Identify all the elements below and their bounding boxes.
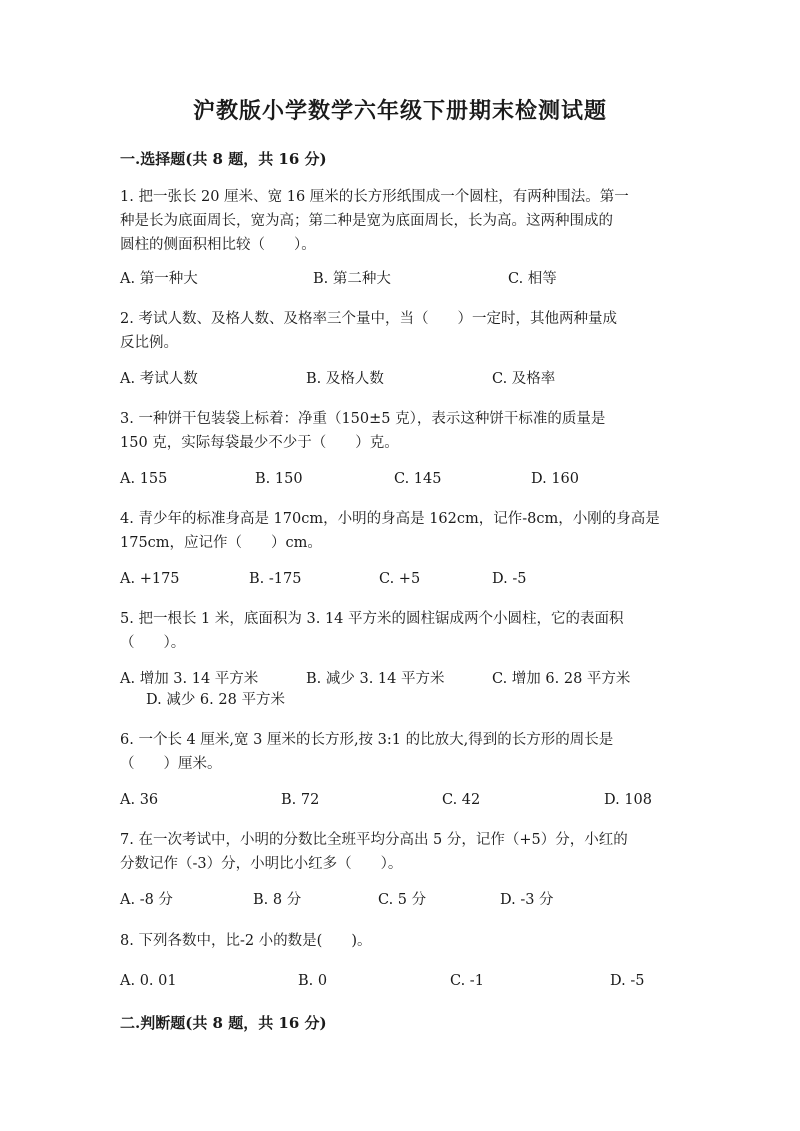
option-b[interactable]: B. 150 <box>255 471 303 487</box>
option-d[interactable]: D. -5 <box>492 571 527 587</box>
question-5-options-row-2 <box>120 688 680 712</box>
question-line: 6. 一个长 4 厘米,宽 3 厘米的长方形,按 3:1 的比放大,得到的长方形的周长是 <box>120 732 614 748</box>
question-line: 4. 青少年的标准身高是 170cm，小明的身高是 162cm，记作-8cm，小刚的身高是 <box>120 511 660 527</box>
option-c[interactable]: C. 相等 <box>508 271 557 287</box>
option-a[interactable]: A. +175 <box>120 571 180 587</box>
question-line: 圆柱的侧面积相比较（ ）。 <box>120 237 316 253</box>
question-5 <box>120 607 685 655</box>
question-line: （ ）。 <box>120 635 186 651</box>
option-d[interactable]: D. 减少 6. 28 平方米 <box>146 692 285 708</box>
option-c[interactable]: C. 145 <box>394 471 442 487</box>
option-a[interactable]: A. 第一种大 <box>120 271 198 287</box>
question-line: 7. 在一次考试中，小明的分数比全班平均分高出 5 分，记作（+5）分，小红的 <box>120 832 628 848</box>
question-line: （ ）厘米。 <box>120 756 222 772</box>
option-b[interactable]: B. 减少 3. 14 平方米 <box>306 671 445 687</box>
question-3 <box>120 407 685 455</box>
option-b[interactable]: B. -175 <box>249 571 302 587</box>
option-d[interactable]: D. -5 <box>610 973 645 989</box>
question-line: 种是长为底面周长，宽为高；第二种是宽为底面周长，长为高。这两种围成的 <box>120 213 613 229</box>
question-line: 反比例。 <box>120 335 178 351</box>
question-7-options <box>120 888 680 912</box>
question-line: 3. 一种饼干包装袋上标着：净重（150±5 克），表示这种饼干标准的质量是 <box>120 411 606 427</box>
section-heading-multiple-choice: 一.选择题(共 8 题，共 16 分) <box>120 150 327 168</box>
question-8 <box>120 929 685 953</box>
question-2 <box>120 307 685 355</box>
option-b[interactable]: B. 及格人数 <box>306 371 384 387</box>
question-line: 150 克，实际每袋最少不少于（ ）克。 <box>120 435 399 451</box>
option-b[interactable]: B. 72 <box>281 792 320 808</box>
question-line: 5. 把一根长 1 米，底面积为 3. 14 平方米的圆柱锯成两个小圆柱，它的表面积 <box>120 611 624 627</box>
question-line: 1. 把一张长 20 厘米、宽 16 厘米的长方形纸围成一个圆柱，有两种围法。第一 <box>120 189 629 205</box>
option-c[interactable]: C. +5 <box>379 571 421 587</box>
question-line: 分数记作（-3）分，小明比小红多（ ）。 <box>120 856 403 872</box>
option-b[interactable]: B. 第二种大 <box>313 271 391 287</box>
page-title: 沪教版小学数学六年级下册期末检测试题 <box>192 98 607 124</box>
option-c[interactable]: C. 42 <box>442 792 481 808</box>
question-1 <box>120 185 685 257</box>
question-3-options <box>120 467 680 491</box>
option-a[interactable]: A. 0. 01 <box>120 973 177 989</box>
option-d[interactable]: D. 160 <box>531 471 580 487</box>
section-heading-true-false: 二.判断题(共 8 题，共 16 分) <box>120 1014 327 1032</box>
question-line: 175cm，应记作（ ）cm。 <box>120 535 322 551</box>
option-b[interactable]: B. 0 <box>298 973 328 989</box>
option-a[interactable]: A. 36 <box>120 792 159 808</box>
question-2-options <box>120 367 680 391</box>
option-c[interactable]: C. 增加 6. 28 平方米 <box>492 671 631 687</box>
option-a[interactable]: A. 155 <box>120 471 168 487</box>
question-line: 2. 考试人数、及格人数、及格率三个量中，当（ ）一定时，其他两种量成 <box>120 311 617 327</box>
option-c[interactable]: C. 及格率 <box>492 371 556 387</box>
question-7 <box>120 828 685 876</box>
option-a[interactable]: A. 考试人数 <box>120 371 198 387</box>
question-line: 8. 下列各数中，比-2 小的数是( )。 <box>120 933 372 949</box>
option-a[interactable]: A. -8 分 <box>120 892 173 908</box>
question-8-options <box>120 969 680 993</box>
question-1-options <box>120 267 680 291</box>
option-d[interactable]: D. -3 分 <box>500 892 554 908</box>
option-c[interactable]: C. 5 分 <box>378 892 427 908</box>
option-c[interactable]: C. -1 <box>450 973 484 989</box>
option-d[interactable]: D. 108 <box>604 792 653 808</box>
option-b[interactable]: B. 8 分 <box>253 892 302 908</box>
option-a[interactable]: A. 增加 3. 14 平方米 <box>120 671 259 687</box>
question-6-options <box>120 788 680 812</box>
question-4 <box>120 507 685 555</box>
question-4-options <box>120 567 680 591</box>
question-6 <box>120 728 685 776</box>
